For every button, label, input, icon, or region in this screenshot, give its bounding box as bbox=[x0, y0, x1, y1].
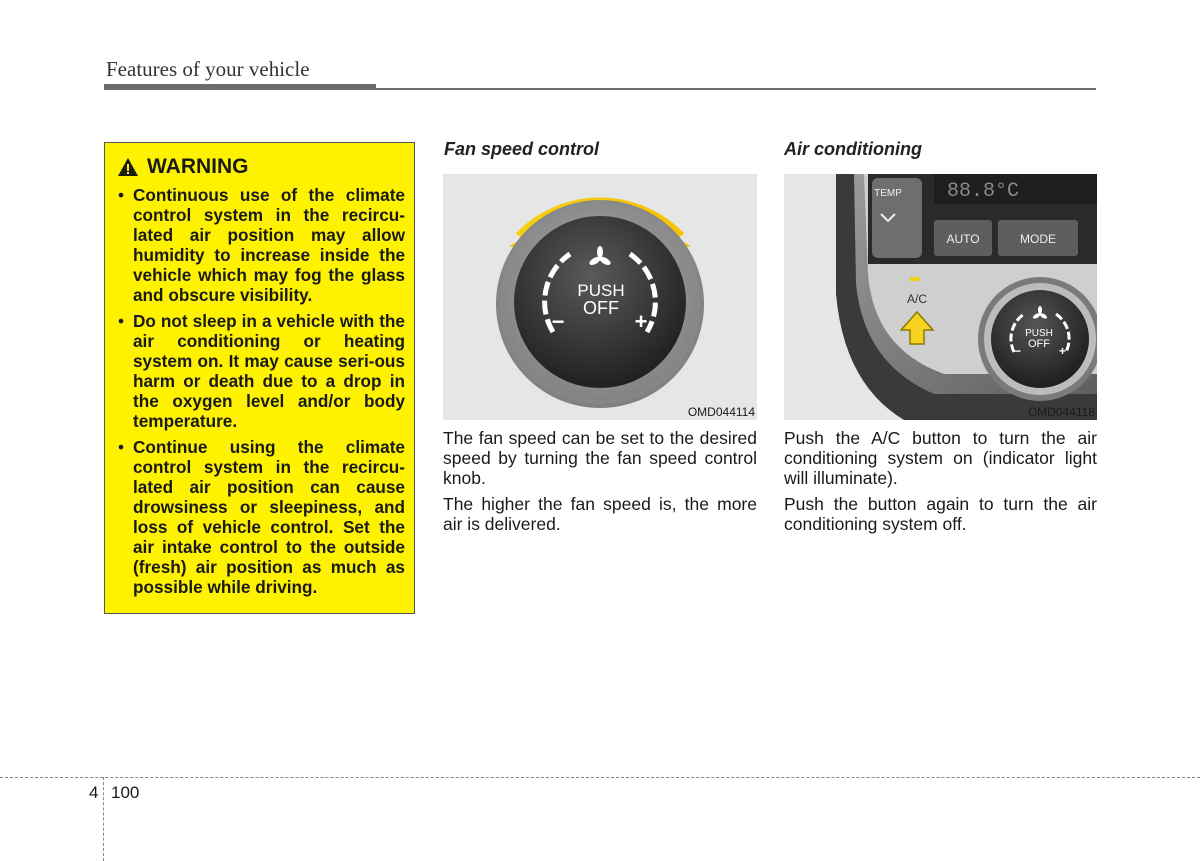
air-conditioning-heading: Air conditioning bbox=[784, 139, 922, 159]
warning-item: • Continue using the climate control system in the recircu-lated air position can cause drowsiness or sleepiness, and loss of vehicle control. Set the air intake control to the outside (fresh) air position as much as possible while driving. bbox=[115, 437, 405, 597]
ac-minus-label: − bbox=[1014, 344, 1022, 358]
footer-rule bbox=[0, 777, 1200, 778]
header-rule-thin bbox=[376, 88, 1096, 90]
auto-button-label: AUTO bbox=[946, 232, 980, 246]
warning-triangle-icon bbox=[117, 157, 139, 177]
mode-button-label: MODE bbox=[1020, 232, 1056, 246]
footer-vertical-rule bbox=[103, 777, 104, 861]
ac-plus-label: + bbox=[1059, 344, 1067, 358]
ac-display-reading: 88.8°C bbox=[947, 180, 1020, 203]
header-rule-thick bbox=[104, 84, 376, 90]
ac-knob-push-label: PUSH bbox=[1025, 328, 1053, 339]
ac-figure-code: OMD044118 bbox=[1027, 405, 1095, 419]
ac-knob-off-label: OFF bbox=[1028, 338, 1050, 350]
ac-button-label: A/C bbox=[906, 292, 928, 306]
temp-label: TEMP bbox=[874, 188, 902, 199]
fan-plus-label: + bbox=[634, 309, 648, 334]
page-header-title: Features of your vehicle bbox=[106, 57, 310, 81]
ac-panel-figure bbox=[784, 174, 1097, 420]
warning-title: WARNING bbox=[147, 155, 249, 178]
warning-header bbox=[117, 155, 405, 179]
page-number: 100 bbox=[111, 783, 140, 802]
fan-figure-code: OMD044114 bbox=[687, 405, 755, 419]
fan-knob-illustration bbox=[443, 174, 757, 420]
chapter-number: 4 bbox=[89, 783, 99, 802]
fan-knob-figure bbox=[443, 174, 757, 420]
ac-panel-illustration bbox=[784, 174, 1097, 420]
fan-knob-off-label: OFF bbox=[583, 298, 619, 318]
fan-knob-push-label: PUSH bbox=[577, 281, 625, 300]
warning-item: • Continuous use of the climate control system in the recircu-lated air position may allow humidity to increase inside the vehicle which may fog the glass and obscure visibility. bbox=[115, 185, 405, 305]
ac-paragraph-1: Push the A/C button to turn the air conditioning system on (indicator light will illuminate). bbox=[784, 428, 1097, 488]
ac-paragraph-2: Push the button again to turn the air conditioning system off. bbox=[784, 494, 1097, 534]
warning-box bbox=[104, 142, 415, 614]
fan-speed-heading: Fan speed control bbox=[444, 139, 600, 159]
warning-list bbox=[115, 185, 405, 597]
fan-paragraph-1: The fan speed can be set to the desired speed by turning the fan speed control knob. bbox=[443, 428, 757, 488]
warning-item: • Do not sleep in a vehicle with the air conditioning or heating system on. It may cause seri-ous harm or death due to a drop in the oxygen level and/or body temperature. bbox=[115, 311, 405, 431]
fan-paragraph-2: The higher the fan speed is, the more air is delivered. bbox=[443, 494, 757, 534]
fan-minus-label: − bbox=[551, 309, 565, 334]
